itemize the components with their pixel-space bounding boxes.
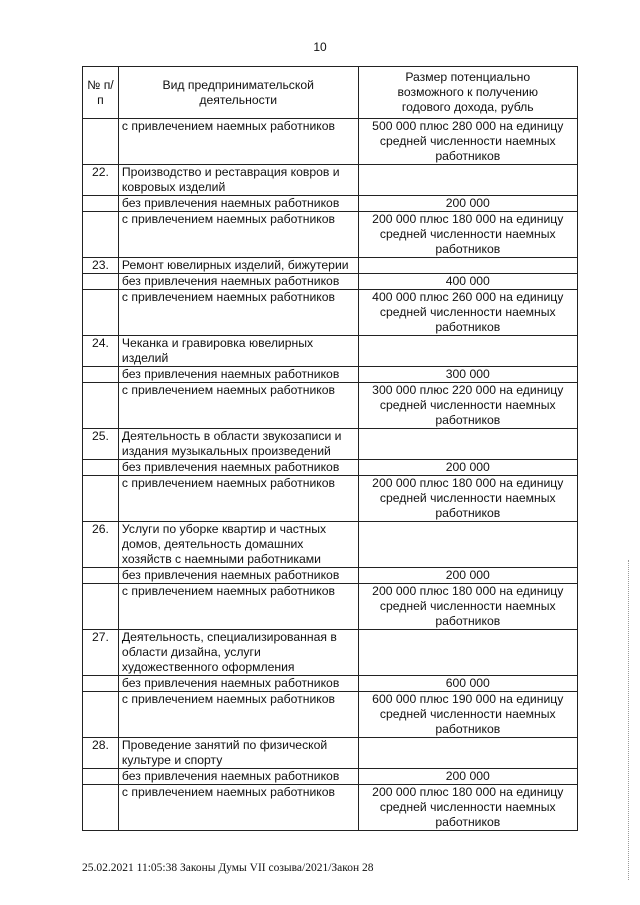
cell-amount: 200 000 плюс 180 000 на единицу средней численности наемных работников bbox=[358, 212, 577, 258]
cell-amount bbox=[358, 429, 577, 460]
cell-number bbox=[83, 769, 119, 785]
cell-activity: без привлечения наемных работников bbox=[118, 274, 358, 290]
cell-activity: без привлечения наемных работников bbox=[118, 568, 358, 584]
table-row-subitem bbox=[83, 692, 578, 738]
cell-amount: 500 000 плюс 280 000 на единицу средней численности наемных работников bbox=[358, 119, 577, 165]
table-row-subitem bbox=[83, 460, 578, 476]
cell-number bbox=[83, 212, 119, 258]
cell-number bbox=[83, 196, 119, 212]
cell-activity: Деятельность, специализированная в области дизайна, услуги художественного оформления bbox=[118, 630, 358, 676]
cell-amount: 600 000 bbox=[358, 676, 577, 692]
table-row-subitem bbox=[83, 568, 578, 584]
cell-amount: 400 000 плюс 260 000 на единицу средней численности наемных работников bbox=[358, 290, 577, 336]
header-amount: Размер потенциально возможного к получению годового дохода, рубль bbox=[358, 67, 577, 119]
table-row-activity bbox=[83, 258, 578, 274]
activities-table bbox=[82, 66, 578, 831]
cell-number bbox=[83, 584, 119, 630]
cell-activity: без привлечения наемных работников bbox=[118, 367, 358, 383]
cell-amount: 600 000 плюс 190 000 на единицу средней численности наемных работников bbox=[358, 692, 577, 738]
cell-amount bbox=[358, 630, 577, 676]
cell-number: 28. bbox=[83, 738, 119, 769]
header-activity: Вид предпринимательской деятельности bbox=[118, 67, 358, 119]
cell-activity: с привлечением наемных работников bbox=[118, 212, 358, 258]
table-row-activity bbox=[83, 522, 578, 568]
cell-amount bbox=[358, 522, 577, 568]
page-number: 10 bbox=[313, 40, 327, 54]
cell-activity: с привлечением наемных работников bbox=[118, 584, 358, 630]
cell-activity: с привлечением наемных работников bbox=[118, 785, 358, 831]
table-row-subitem bbox=[83, 785, 578, 831]
cell-number bbox=[83, 290, 119, 336]
table-row-activity bbox=[83, 336, 578, 367]
table-header-row bbox=[83, 67, 578, 119]
cell-amount: 200 000 bbox=[358, 460, 577, 476]
cell-activity: Проведение занятий по физической культуре и спорту bbox=[118, 738, 358, 769]
cell-amount bbox=[358, 738, 577, 769]
table-body bbox=[83, 119, 578, 831]
cell-amount: 200 000 bbox=[358, 769, 577, 785]
cell-amount: 200 000 плюс 180 000 на единицу средней численности наемных работников bbox=[358, 584, 577, 630]
cell-amount: 200 000 плюс 180 000 на единицу средней численности наемных работников bbox=[358, 785, 577, 831]
cell-number bbox=[83, 274, 119, 290]
cell-amount bbox=[358, 258, 577, 274]
cell-number bbox=[83, 476, 119, 522]
table-row-activity bbox=[83, 429, 578, 460]
cell-number bbox=[83, 676, 119, 692]
scan-edge-mark bbox=[628, 560, 630, 880]
cell-amount: 200 000 bbox=[358, 196, 577, 212]
cell-activity: Чеканка и гравировка ювелирных изделий bbox=[118, 336, 358, 367]
cell-amount: 200 000 плюс 180 000 на единицу средней численности наемных работников bbox=[358, 476, 577, 522]
cell-activity: Производство и реставрация ковров и ковровых изделий bbox=[118, 165, 358, 196]
cell-amount bbox=[358, 336, 577, 367]
cell-number bbox=[83, 383, 119, 429]
table-row-activity bbox=[83, 738, 578, 769]
cell-number: 25. bbox=[83, 429, 119, 460]
cell-number bbox=[83, 785, 119, 831]
table-row-subitem bbox=[83, 119, 578, 165]
table-row-subitem bbox=[83, 383, 578, 429]
cell-number: 26. bbox=[83, 522, 119, 568]
cell-number: 22. bbox=[83, 165, 119, 196]
table-row-subitem bbox=[83, 274, 578, 290]
table-row-subitem bbox=[83, 676, 578, 692]
cell-activity: Деятельность в области звукозаписи и издания музыкальных произведений bbox=[118, 429, 358, 460]
cell-number: 23. bbox=[83, 258, 119, 274]
table-row-subitem bbox=[83, 584, 578, 630]
table-row-subitem bbox=[83, 769, 578, 785]
cell-number bbox=[83, 119, 119, 165]
table-row-subitem bbox=[83, 212, 578, 258]
cell-activity: с привлечением наемных работников bbox=[118, 290, 358, 336]
cell-number bbox=[83, 568, 119, 584]
cell-amount bbox=[358, 165, 577, 196]
cell-activity: Ремонт ювелирных изделий, бижутерии bbox=[118, 258, 358, 274]
cell-number: 24. bbox=[83, 336, 119, 367]
cell-number bbox=[83, 692, 119, 738]
cell-activity: Услуги по уборке квартир и частных домов, деятельность домашних хозяйств с наемными работниками bbox=[118, 522, 358, 568]
cell-activity: с привлечением наемных работников bbox=[118, 383, 358, 429]
cell-number: 27. bbox=[83, 630, 119, 676]
table-row-activity bbox=[83, 165, 578, 196]
table-row-subitem bbox=[83, 476, 578, 522]
cell-activity: без привлечения наемных работников bbox=[118, 769, 358, 785]
header-num: № п/п bbox=[83, 67, 119, 119]
footer-stamp: 25.02.2021 11:05:38 Законы Думы VII созыва/2021/Закон 28 bbox=[82, 862, 374, 874]
cell-activity: с привлечением наемных работников bbox=[118, 476, 358, 522]
cell-amount: 200 000 bbox=[358, 568, 577, 584]
cell-amount: 300 000 плюс 220 000 на единицу средней численности наемных работников bbox=[358, 383, 577, 429]
cell-activity: без привлечения наемных работников bbox=[118, 460, 358, 476]
cell-activity: без привлечения наемных работников bbox=[118, 676, 358, 692]
cell-amount: 400 000 bbox=[358, 274, 577, 290]
table-row-subitem bbox=[83, 290, 578, 336]
cell-amount: 300 000 bbox=[358, 367, 577, 383]
cell-number bbox=[83, 460, 119, 476]
cell-number bbox=[83, 367, 119, 383]
cell-activity: с привлечением наемных работников bbox=[118, 119, 358, 165]
cell-activity: с привлечением наемных работников bbox=[118, 692, 358, 738]
table-row-activity bbox=[83, 630, 578, 676]
table-row-subitem bbox=[83, 196, 578, 212]
cell-activity: без привлечения наемных работников bbox=[118, 196, 358, 212]
table-row-subitem bbox=[83, 367, 578, 383]
